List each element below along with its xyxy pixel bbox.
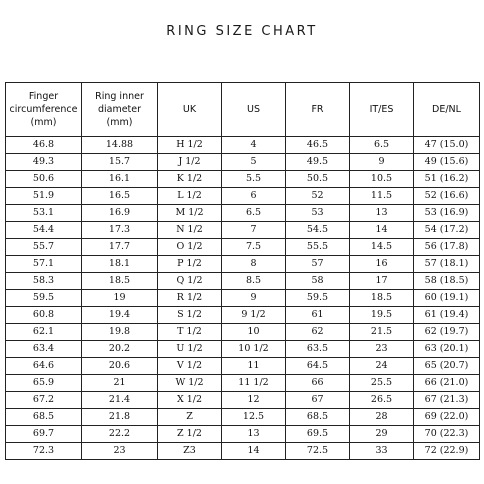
table-cell-uk: Q 1/2: [158, 273, 222, 290]
table-cell-ring-inner-diameter: 16.1: [82, 171, 158, 188]
table-cell-ring-inner-diameter: 14.88: [82, 137, 158, 154]
table-cell-uk: M 1/2: [158, 205, 222, 222]
table-cell-it-es: 28: [350, 409, 414, 426]
table-cell-fr: 57: [286, 256, 350, 273]
table-cell-fr: 54.5: [286, 222, 350, 239]
table-cell-it-es: 23: [350, 341, 414, 358]
table-cell-ring-inner-diameter: 15.7: [82, 154, 158, 171]
table-cell-ring-inner-diameter: 17.3: [82, 222, 158, 239]
table-cell-de-nl: 58 (18.5): [414, 273, 480, 290]
table-cell-finger-circumference: 53.1: [6, 205, 82, 222]
table-cell-ring-inner-diameter: 18.5: [82, 273, 158, 290]
table-cell-uk: Z 1/2: [158, 426, 222, 443]
table-cell-us: 6.5: [222, 205, 286, 222]
column-header-line: IT/ES: [369, 104, 394, 115]
table-cell-de-nl: 54 (17.2): [414, 222, 480, 239]
table-cell-uk: X 1/2: [158, 392, 222, 409]
table-row: [6, 443, 480, 460]
table-cell-finger-circumference: 58.3: [6, 273, 82, 290]
table-row: [6, 154, 480, 171]
table-row: [6, 375, 480, 392]
table-cell-fr: 67: [286, 392, 350, 409]
table-cell-uk: U 1/2: [158, 341, 222, 358]
table-cell-it-es: 25.5: [350, 375, 414, 392]
table-cell-finger-circumference: 46.8: [6, 137, 82, 154]
table-cell-finger-circumference: 59.5: [6, 290, 82, 307]
table-cell-fr: 49.5: [286, 154, 350, 171]
page-title: RING SIZE CHART: [166, 24, 318, 39]
table-cell-it-es: 24: [350, 358, 414, 375]
table-cell-it-es: 11.5: [350, 188, 414, 205]
table-cell-fr: 59.5: [286, 290, 350, 307]
table-cell-uk: T 1/2: [158, 324, 222, 341]
table-cell-finger-circumference: 60.8: [6, 307, 82, 324]
table-cell-ring-inner-diameter: 23: [82, 443, 158, 460]
table-cell-us: 10: [222, 324, 286, 341]
column-header-line: UK: [182, 104, 197, 115]
table-row: [6, 426, 480, 443]
table-cell-de-nl: 63 (20.1): [414, 341, 480, 358]
table-cell-fr: 62: [286, 324, 350, 341]
table-cell-finger-circumference: 69.7: [6, 426, 82, 443]
table-row: [6, 341, 480, 358]
table-cell-ring-inner-diameter: 22.2: [82, 426, 158, 443]
table-cell-it-es: 17: [350, 273, 414, 290]
table-cell-fr: 69.5: [286, 426, 350, 443]
table-cell-ring-inner-diameter: 17.7: [82, 239, 158, 256]
table-cell-de-nl: 62 (19.7): [414, 324, 480, 341]
table-cell-fr: 64.5: [286, 358, 350, 375]
column-header-line: Ring inner: [95, 91, 144, 102]
header-row: [6, 83, 480, 137]
table-cell-it-es: 6.5: [350, 137, 414, 154]
table-cell-ring-inner-diameter: 19.4: [82, 307, 158, 324]
table-row: [6, 307, 480, 324]
table-row: [6, 273, 480, 290]
table-cell-it-es: 16: [350, 256, 414, 273]
table-cell-uk: W 1/2: [158, 375, 222, 392]
table-cell-finger-circumference: 57.1: [6, 256, 82, 273]
column-header-line: circumference: [9, 104, 78, 115]
table-cell-us: 11: [222, 358, 286, 375]
table-cell-finger-circumference: 65.9: [6, 375, 82, 392]
table-cell-fr: 61: [286, 307, 350, 324]
table-cell-ring-inner-diameter: 19: [82, 290, 158, 307]
table-cell-finger-circumference: 50.6: [6, 171, 82, 188]
table-cell-us: 6: [222, 188, 286, 205]
column-header-line: FR: [311, 104, 324, 115]
table-row: [6, 256, 480, 273]
table-cell-it-es: 9: [350, 154, 414, 171]
table-row: [6, 205, 480, 222]
table-cell-fr: 52: [286, 188, 350, 205]
table-cell-uk: O 1/2: [158, 239, 222, 256]
table-cell-uk: J 1/2: [158, 154, 222, 171]
table-cell-us: 7: [222, 222, 286, 239]
table-cell-uk: R 1/2: [158, 290, 222, 307]
column-header-finger-circumference: [6, 83, 82, 137]
table-cell-it-es: 14: [350, 222, 414, 239]
table-cell-uk: H 1/2: [158, 137, 222, 154]
table-cell-it-es: 26.5: [350, 392, 414, 409]
table-cell-it-es: 19.5: [350, 307, 414, 324]
table-row: [6, 392, 480, 409]
column-header-line: (mm): [106, 117, 133, 128]
table-cell-us: 7.5: [222, 239, 286, 256]
table-row: [6, 222, 480, 239]
table-cell-it-es: 21.5: [350, 324, 414, 341]
table-row: [6, 171, 480, 188]
table-cell-fr: 72.5: [286, 443, 350, 460]
table-cell-us: 11 1/2: [222, 375, 286, 392]
table-cell-finger-circumference: 64.6: [6, 358, 82, 375]
table-cell-us: 12.5: [222, 409, 286, 426]
table-cell-finger-circumference: 63.4: [6, 341, 82, 358]
table-cell-uk: K 1/2: [158, 171, 222, 188]
ring-size-table: [5, 82, 480, 460]
column-header-ring-inner-diameter: [82, 83, 158, 137]
column-header-line: Finger: [28, 91, 59, 102]
table-body: [6, 137, 480, 460]
table-cell-finger-circumference: 51.9: [6, 188, 82, 205]
table-cell-fr: 46.5: [286, 137, 350, 154]
table-cell-finger-circumference: 68.5: [6, 409, 82, 426]
table-cell-us: 4: [222, 137, 286, 154]
table-cell-uk: N 1/2: [158, 222, 222, 239]
table-cell-ring-inner-diameter: 21: [82, 375, 158, 392]
table-cell-fr: 55.5: [286, 239, 350, 256]
table-row: [6, 409, 480, 426]
table-cell-finger-circumference: 62.1: [6, 324, 82, 341]
table-cell-uk: S 1/2: [158, 307, 222, 324]
column-header-de-nl: [414, 83, 480, 137]
table-cell-us: 5.5: [222, 171, 286, 188]
table-cell-ring-inner-diameter: 20.6: [82, 358, 158, 375]
table-cell-it-es: 33: [350, 443, 414, 460]
table-cell-us: 10 1/2: [222, 341, 286, 358]
table-cell-fr: 50.5: [286, 171, 350, 188]
table-cell-us: 9: [222, 290, 286, 307]
table-row: [6, 188, 480, 205]
table-cell-de-nl: 67 (21.3): [414, 392, 480, 409]
table-cell-ring-inner-diameter: 19.8: [82, 324, 158, 341]
table-cell-finger-circumference: 54.4: [6, 222, 82, 239]
table-cell-fr: 53: [286, 205, 350, 222]
table-cell-de-nl: 72 (22.9): [414, 443, 480, 460]
table-cell-it-es: 10.5: [350, 171, 414, 188]
table-cell-uk: Z3: [158, 443, 222, 460]
column-header-line: (mm): [30, 117, 57, 128]
column-header-fr: [286, 83, 350, 137]
table-row: [6, 137, 480, 154]
table-cell-us: 13: [222, 426, 286, 443]
table-cell-fr: 58: [286, 273, 350, 290]
table-cell-us: 14: [222, 443, 286, 460]
table-cell-de-nl: 65 (20.7): [414, 358, 480, 375]
table-cell-uk: P 1/2: [158, 256, 222, 273]
table-row: [6, 324, 480, 341]
table-cell-ring-inner-diameter: 21.8: [82, 409, 158, 426]
table-cell-uk: Z: [158, 409, 222, 426]
table-cell-it-es: 18.5: [350, 290, 414, 307]
column-header-line: DE/NL: [432, 104, 461, 115]
table-cell-de-nl: 57 (18.1): [414, 256, 480, 273]
table-cell-fr: 63.5: [286, 341, 350, 358]
table-cell-it-es: 29: [350, 426, 414, 443]
table-cell-uk: L 1/2: [158, 188, 222, 205]
table-cell-de-nl: 49 (15.6): [414, 154, 480, 171]
table-row: [6, 358, 480, 375]
table-cell-de-nl: 51 (16.2): [414, 171, 480, 188]
table-cell-de-nl: 60 (19.1): [414, 290, 480, 307]
table-cell-ring-inner-diameter: 18.1: [82, 256, 158, 273]
table-cell-de-nl: 52 (16.6): [414, 188, 480, 205]
table-cell-de-nl: 70 (22.3): [414, 426, 480, 443]
table-cell-de-nl: 66 (21.0): [414, 375, 480, 392]
table-cell-fr: 66: [286, 375, 350, 392]
table-cell-de-nl: 61 (19.4): [414, 307, 480, 324]
table-cell-finger-circumference: 49.3: [6, 154, 82, 171]
table-cell-fr: 68.5: [286, 409, 350, 426]
table-cell-it-es: 13: [350, 205, 414, 222]
table-cell-us: 5: [222, 154, 286, 171]
column-header-line: US: [247, 104, 260, 115]
table-cell-de-nl: 53 (16.9): [414, 205, 480, 222]
table-cell-us: 8.5: [222, 273, 286, 290]
table-cell-de-nl: 69 (22.0): [414, 409, 480, 426]
table-cell-ring-inner-diameter: 16.9: [82, 205, 158, 222]
column-header-us: [222, 83, 286, 137]
column-header-line: diameter: [97, 104, 142, 115]
table-cell-ring-inner-diameter: 16.5: [82, 188, 158, 205]
column-header-uk: [158, 83, 222, 137]
table-cell-us: 9 1/2: [222, 307, 286, 324]
table-cell-ring-inner-diameter: 21.4: [82, 392, 158, 409]
table-row: [6, 239, 480, 256]
table-cell-it-es: 14.5: [350, 239, 414, 256]
table-cell-finger-circumference: 67.2: [6, 392, 82, 409]
table-cell-de-nl: 47 (15.0): [414, 137, 480, 154]
table-cell-us: 12: [222, 392, 286, 409]
table-row: [6, 290, 480, 307]
table-cell-finger-circumference: 72.3: [6, 443, 82, 460]
table-cell-de-nl: 56 (17.8): [414, 239, 480, 256]
table-cell-finger-circumference: 55.7: [6, 239, 82, 256]
table-cell-us: 8: [222, 256, 286, 273]
table-cell-ring-inner-diameter: 20.2: [82, 341, 158, 358]
table-cell-uk: V 1/2: [158, 358, 222, 375]
column-header-it-es: [350, 83, 414, 137]
